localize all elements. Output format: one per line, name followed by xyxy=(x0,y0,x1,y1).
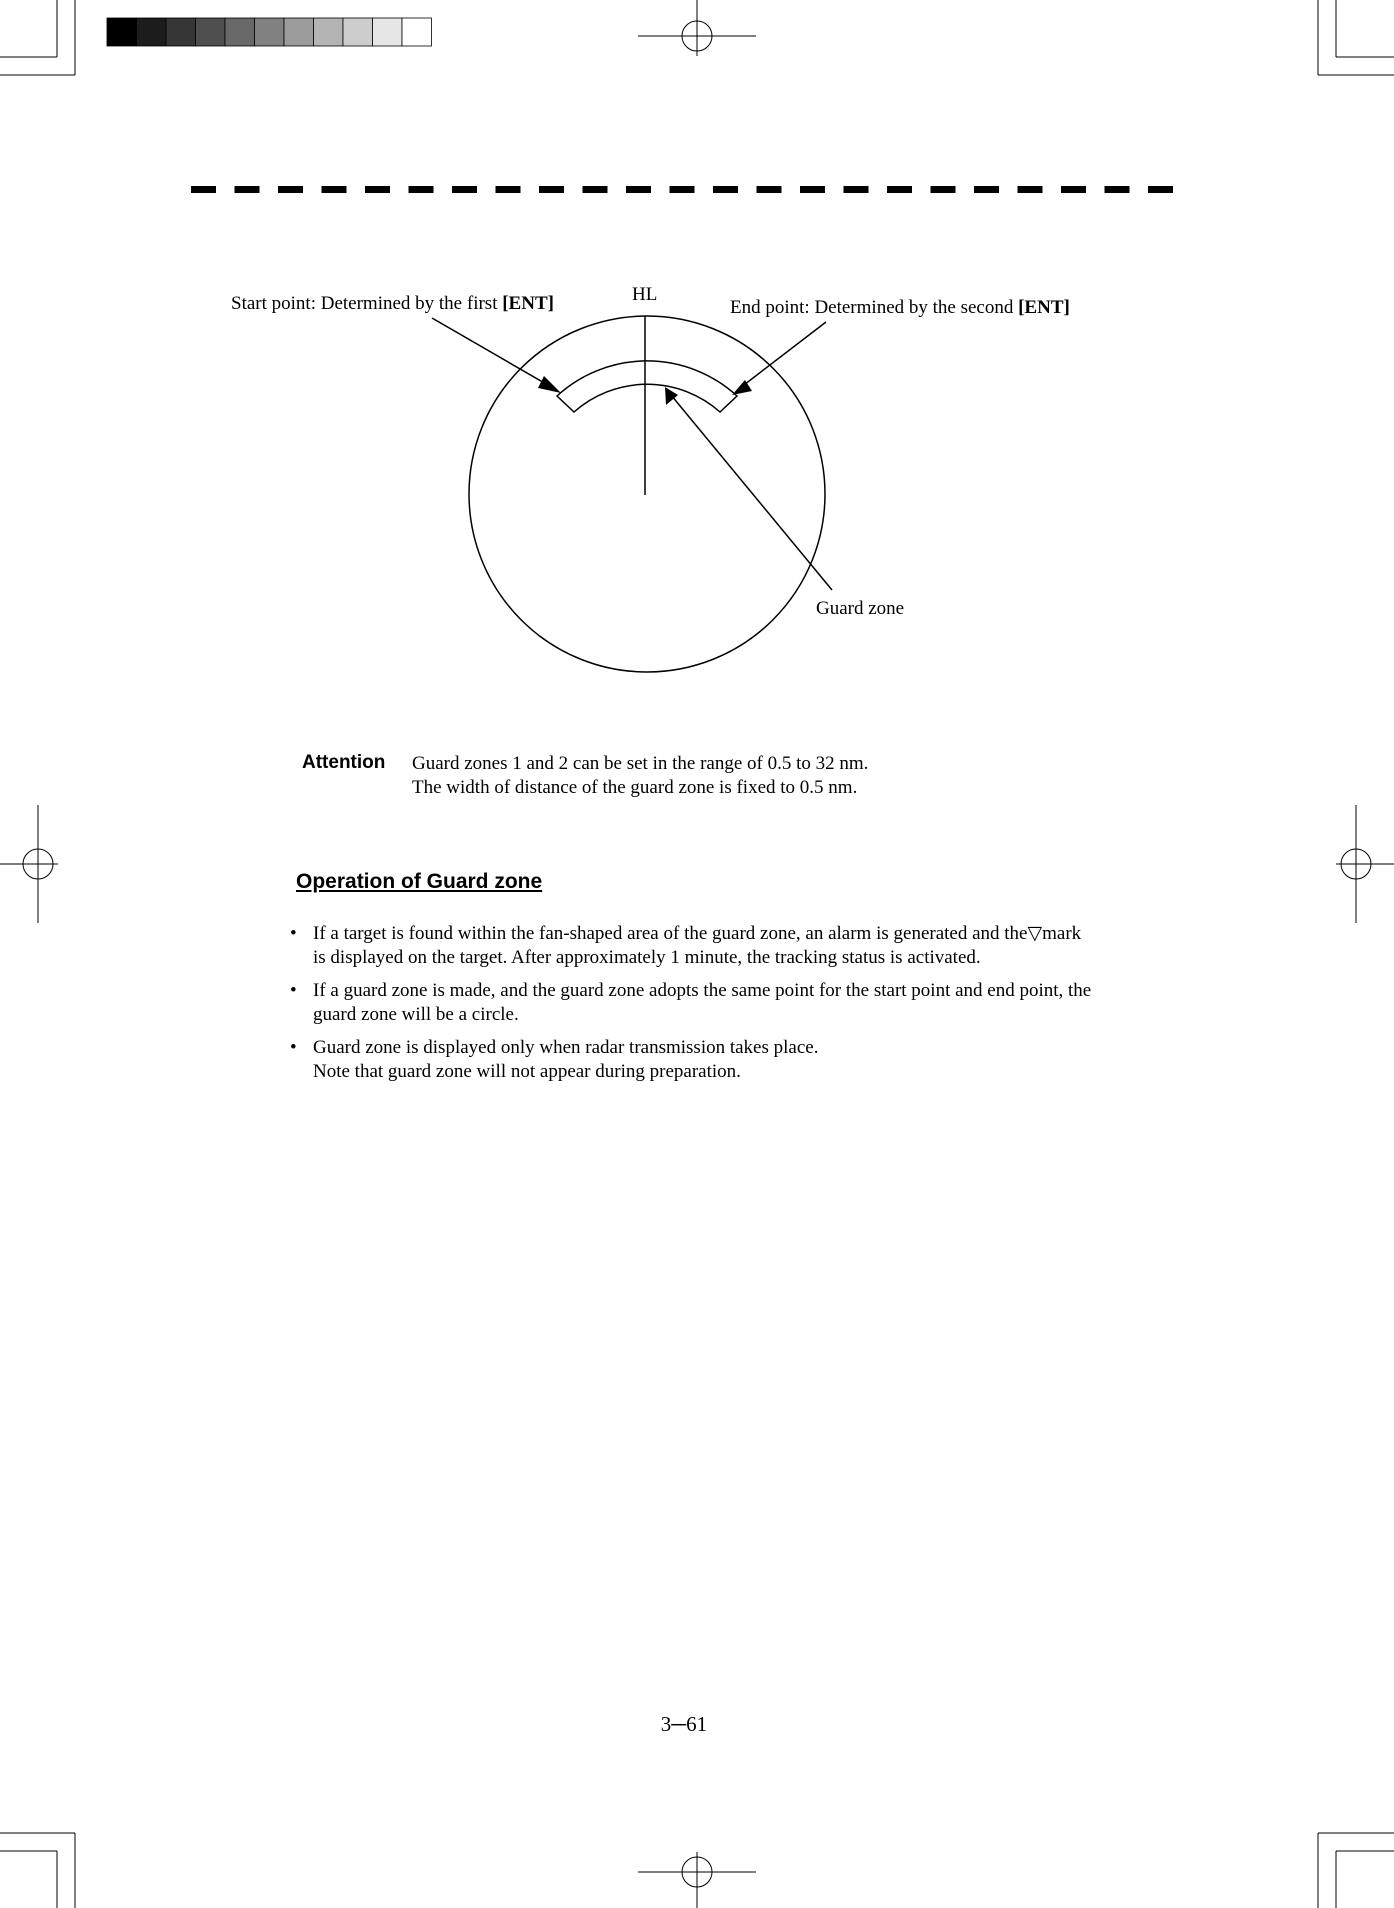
bullet-line: If a guard zone is made, and the guard zone adopts the same point for the start point and end point, the xyxy=(313,980,1092,1001)
rule-dash xyxy=(583,186,608,193)
rule-dash xyxy=(844,186,869,193)
rule-dash xyxy=(974,186,999,193)
bullet-dot: • xyxy=(290,1037,297,1058)
guard-zone-sector xyxy=(557,361,737,412)
gray-scale-swatch xyxy=(373,18,403,46)
attention-text xyxy=(412,752,868,800)
hl-label: HL xyxy=(632,284,658,305)
rule-dash xyxy=(235,186,260,193)
section-title: Operation of Guard zone xyxy=(296,870,543,893)
gray-scale-swatch xyxy=(166,18,196,46)
attention-label: Attention xyxy=(302,752,386,773)
guard-zone-label: Guard zone xyxy=(816,598,905,619)
rule-dash xyxy=(191,186,216,193)
bullet-line: is displayed on the target. After approximately 1 minute, the tracking status is activated. xyxy=(313,947,981,968)
start-point-arrow xyxy=(432,318,553,388)
gray-scale-swatch xyxy=(196,18,226,46)
rule-dash xyxy=(452,186,477,193)
rule-dash xyxy=(670,186,695,193)
end-point-label xyxy=(730,296,1070,320)
radar-circle xyxy=(469,316,825,672)
rule-dash xyxy=(887,186,912,193)
bullet-dot: • xyxy=(290,923,297,944)
attention-line-1: Guard zones 1 and 2 can be set in the range of 0.5 to 32 nm. xyxy=(412,753,869,774)
rule-dash xyxy=(278,186,303,193)
rule-dash xyxy=(931,186,956,193)
rule-dash xyxy=(1061,186,1086,193)
page-number: 3─61 xyxy=(660,1712,708,1736)
rule-dash xyxy=(1148,186,1173,193)
bullet-list xyxy=(288,922,1188,1093)
gray-scale-swatch xyxy=(284,18,314,46)
list-item xyxy=(288,979,1188,1027)
gray-scale-swatch xyxy=(314,18,344,46)
bullet-line: Note that guard zone will not appear during preparation. xyxy=(313,1061,741,1082)
dashed-header-rule xyxy=(191,186,1173,193)
end-point-text: End point: Determined by the second xyxy=(730,297,1014,318)
gray-scale-swatch xyxy=(255,18,285,46)
attention-line-2: The width of distance of the guard zone is fixed to 0.5 nm. xyxy=(412,777,858,798)
list-item xyxy=(288,922,1188,970)
rule-dash xyxy=(757,186,782,193)
rule-dash xyxy=(539,186,564,193)
rule-dash xyxy=(409,186,434,193)
start-point-label xyxy=(231,292,554,316)
rule-dash xyxy=(626,186,651,193)
rule-dash xyxy=(1105,186,1130,193)
radar-diagram xyxy=(432,316,832,672)
bullet-line: If a target is found within the fan-shaped area of the guard zone, an alarm is generated and the▽mark xyxy=(313,923,1082,944)
guard-zone-arrow xyxy=(671,395,832,590)
gray-scale-swatch xyxy=(137,18,167,46)
gray-scale-swatch xyxy=(343,18,373,46)
start-point-text: Start point: Determined by the first xyxy=(231,293,498,314)
bullet-dot: • xyxy=(290,980,297,1001)
rule-dash xyxy=(496,186,521,193)
gray-scale-swatch xyxy=(225,18,255,46)
bullet-line: Guard zone is displayed only when radar transmission takes place. xyxy=(313,1037,819,1058)
bullet-line: guard zone will be a circle. xyxy=(313,1004,519,1025)
rule-dash xyxy=(1018,186,1043,193)
gray-scale-swatch xyxy=(107,18,137,46)
rule-dash xyxy=(800,186,825,193)
gray-scale-swatch xyxy=(402,18,432,46)
rule-dash xyxy=(322,186,347,193)
list-item xyxy=(288,1036,1188,1084)
rule-dash xyxy=(713,186,738,193)
start-ent-key: [ENT] xyxy=(502,293,554,314)
end-ent-key: [ENT] xyxy=(1018,297,1070,318)
gray-scale-bar xyxy=(107,18,432,46)
rule-dash xyxy=(365,186,390,193)
